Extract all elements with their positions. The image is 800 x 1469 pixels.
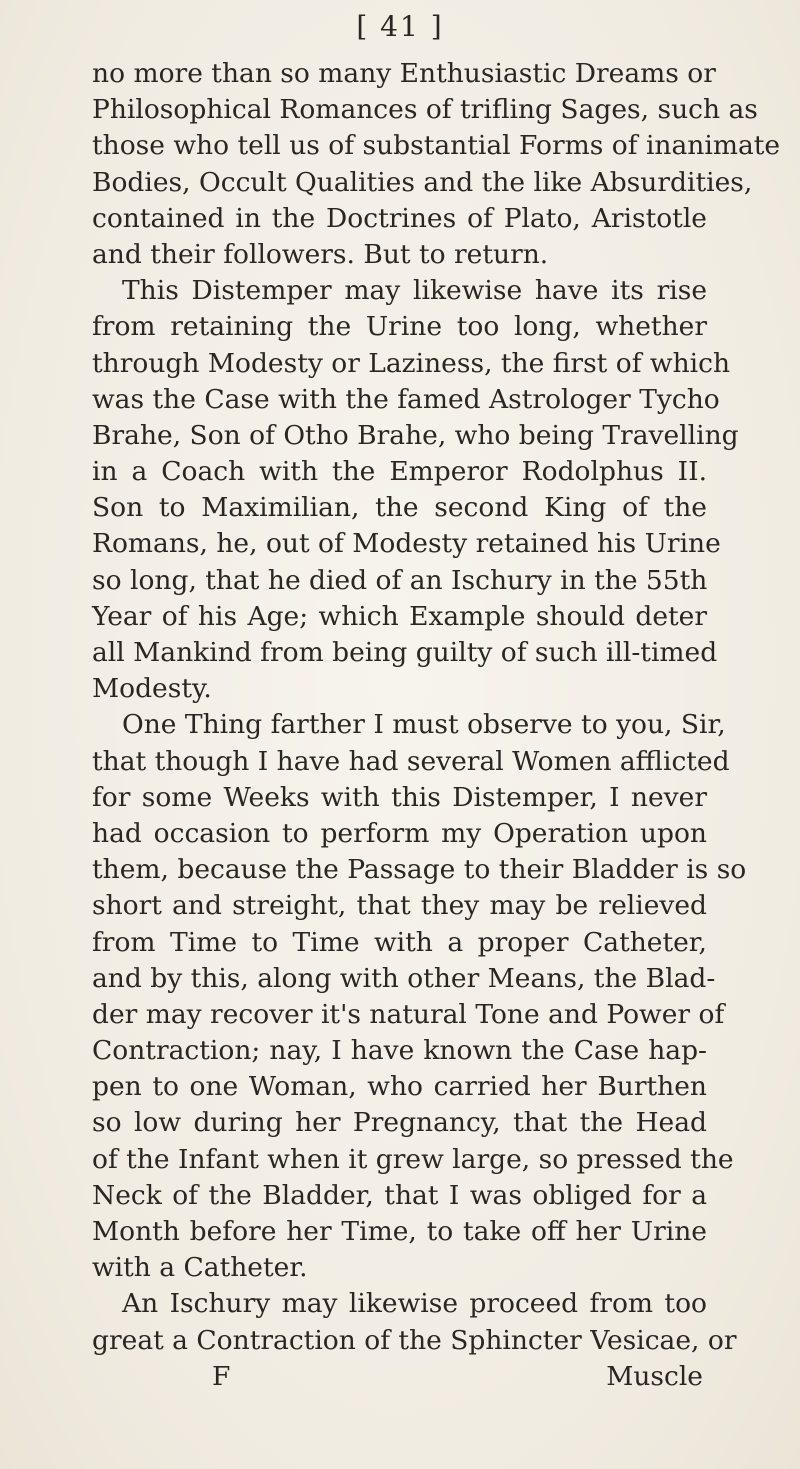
text-line: Romans, he, out of Modesty retained his Urine [92,528,721,560]
text-line: der may recover it's natural Tone and Power of [92,998,725,1030]
text-line: Contraction; nay, I have known the Case hap- [92,1035,707,1067]
text-line: of the Infant when it grew large, so pressed the [92,1143,734,1175]
text-line: so low during her Pregnancy, that the Head [92,1107,707,1139]
page-number: [ 41 ] [356,10,444,43]
text-line: had occasion to perform my Operation upon [92,817,707,849]
text-line: that though I have had several Women afflicted [92,745,730,777]
text-line: and their followers. But to return. [92,238,549,270]
text-line: This Distemper may likewise have its rise [122,275,707,307]
text-line: Month before her Time, to take off her Urine [92,1216,707,1247]
text-line: Son to Maximilian, the second King of the [92,492,707,524]
signature-mark: F [212,1360,231,1392]
text-line: and by this, along with other Means, the Blad- [92,962,716,994]
text-line: them, because the Passage to their Bladder is so [92,854,747,886]
text-line: pen to one Woman, who carried her Burthen [92,1071,707,1103]
text-line: from retaining the Urine too long, whether [92,311,707,343]
catchword: Muscle [606,1360,703,1392]
text-line: no more than so many Enthusiastic Dreams or [92,58,716,89]
text-line: One Thing farther I must observe to you, Sir, [122,709,726,741]
text-line: through Modesty or Laziness, the first of which [92,347,731,379]
text-line: Bodies, Occult Qualities and the like Absurdities, [92,166,753,198]
text-line: from Time to Time with a proper Catheter, [92,926,707,958]
text-line: in a Coach with the Emperor Rodolphus II. [92,456,707,488]
text-line: Year of his Age; which Example should deter [92,600,707,632]
text-line: great a Contraction of the Sphincter Vesicae, or [92,1324,737,1356]
text-line: short and streight, that they may be relieved [92,890,707,922]
text-line: so long, that he died of an Ischury in the 55th [92,564,708,596]
text-line: with a Catheter. [92,1252,308,1284]
text-line: Neck of the Bladder, that I was obliged for a [92,1179,707,1211]
text-line: for some Weeks with this Distemper, I never [92,781,707,813]
footer-line [92,1359,707,1395]
text-line: Philosophical Romances of trifling Sages, such as [92,94,758,126]
text-line: Modesty. [92,673,212,705]
text-line: Brahe, Son of Otho Brahe, who being Travelling [92,419,739,451]
text-line: those who tell us of substantial Forms of inanimate [92,130,781,162]
text-line: contained in the Doctrines of Plato, Aristotle [92,202,707,234]
text-line: all Mankind from being guilty of such ill-timed [92,637,718,668]
text-line: An Ischury may likewise proceed from too [122,1288,707,1320]
body-text [92,56,781,1395]
text-line: was the Case with the famed Astrologer Tycho [92,383,720,415]
